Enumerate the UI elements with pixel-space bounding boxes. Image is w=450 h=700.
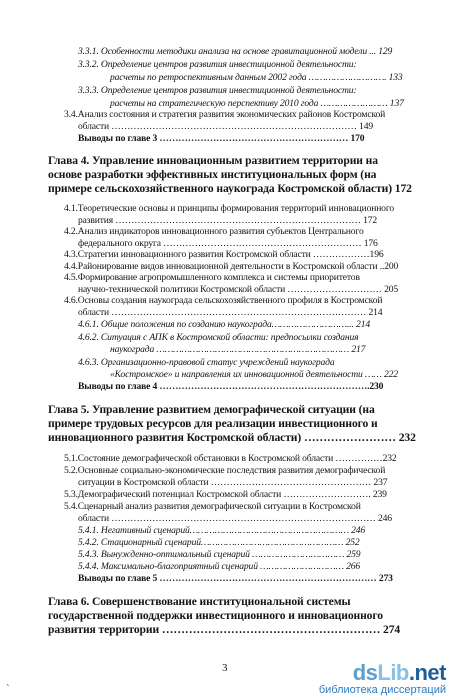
chapter-4-title-line-3: примере сельскохозяйственного наукограда Костромской области) 172 xyxy=(48,182,412,195)
toc-entry-5-4-1: 5.4.1. Негативный сценарий………………………………………………… 246 xyxy=(78,525,366,536)
toc-entry-3-4-cont: области …………………………………………………………………… 149 xyxy=(78,121,373,132)
toc-entry-5-2-cont: ситуации в Костромской области …………………………………………… 237 xyxy=(78,477,388,488)
toc-entry-5-4: 5.4.Сценарный анализ развития демографической ситуации в Костромской xyxy=(64,501,361,512)
toc-entry-3-3-3-cont: расчеты на стратегическую перспективу 2010 года …………………… 137 xyxy=(110,98,404,109)
toc-entry-4-5-cont: научно-технической политики Костромской области ………………………… 205 xyxy=(78,284,399,295)
toc-entry-3-3-1: 3.3.1. Особенности методики анализа на основе гравитационной модели ... 129 xyxy=(78,46,393,57)
watermark-subtitle: библиотека диссертаций xyxy=(318,684,446,696)
toc-entry-4-6-2: 4.6.2. Ситуация с АПК в Костромской области: предпосылки создания xyxy=(78,332,359,343)
toc-entry-4-5: 4.5.Формирование агропромышленного комплекса и системы приоритетов xyxy=(64,272,360,283)
chapter-5-title-line-3: инновационного развития Костромской области) …………………… 232 xyxy=(48,431,416,444)
page-number: 3 xyxy=(222,662,228,674)
toc-entry-5-4-cont: области ………………………………………………………………………… 246 xyxy=(78,513,392,524)
chapter-5-title-line-2: примере трудовых ресурсов для реализации инвестиционного и xyxy=(48,417,378,430)
toc-entry-3-4: 3.4.Анализ состояния и стратегия развития экономических районов Костромской xyxy=(64,109,386,120)
toc-entry-4-2: 4.2.Анализ индикаторов инновационного развития субъектов Центрального xyxy=(64,226,364,237)
toc-entry-5-4-2: 5.4.2. Стационарный сценарий…………………………………………… 252 xyxy=(78,537,360,548)
toc-entry-5-4-3: 5.4.3. Вынужденно-оптимальный сценарий …………………………… 259 xyxy=(78,549,361,560)
toc-entry-4-2-cont: федерального округа ……………………………………………………… 176 xyxy=(78,238,378,249)
toc-entry-4-1-cont: развития …………………………………………………………………… 172 xyxy=(78,215,378,226)
toc-entry-4-1: 4.1.Теоретические основы и принципы формирования территорий инновационного xyxy=(64,203,395,214)
toc-entry-4-6-3-cont: «Костромское» и направления их инновационной деятельности …… 222 xyxy=(110,369,398,380)
toc-entry-4-6-3: 4.6.3. Организационно-правовой статус учреждений наукограда xyxy=(78,357,335,368)
toc-conclusions-5: Выводы по главе 5 …………………………………………………………… 273 xyxy=(78,573,393,584)
chapter-6-title-line-2: государственной поддержки инвестиционного и инновационного xyxy=(48,609,383,622)
toc-entry-4-6-cont: области ……………………………………………………………………… 214 xyxy=(78,307,383,318)
toc-entry-5-2: 5.2.Основные социально-экономические последствия развития демографической xyxy=(64,465,386,476)
toc-entry-4-6: 4.6.Основы создания наукограда сельскохозяйственного профиля в Костромской xyxy=(64,295,383,306)
toc-entry-3-3-2-cont: расчеты по ретроспективным данным 2002 года ………………………. 133 xyxy=(110,72,403,83)
toc-entry-5-4-4: 5.4.4. Максимально-благоприятный сценарий ………………………… 266 xyxy=(78,561,361,572)
chapter-4-title-line-1: Глава 4. Управление инновационным развитием территории на xyxy=(48,154,378,167)
toc-entry-3-3-2: 3.3.2. Определение центров развития инвестиционной деятельности: xyxy=(78,59,357,70)
chapter-4-title-line-2: основе разработки эффективных институциональных форм (на xyxy=(48,168,377,181)
watermark-logo: dsLib.net xyxy=(352,660,446,685)
toc-entry-4-4: 4.4.Районирование видов инновационной деятельности в Костромской области ..200 xyxy=(64,261,399,272)
chapter-5-title-line-1: Глава 5. Управление развитием демографической ситуации (на xyxy=(48,403,375,416)
toc-conclusions-3: Выводы по главе 3 …………………………………………………… 170 xyxy=(78,133,365,144)
toc-entry-4-6-2-cont: наукограда …………………………………………………………… 217 xyxy=(110,344,366,355)
toc-entry-4-3: 4.3.Стратегии инновационного развития Костромской области ………………196 xyxy=(64,249,384,260)
margin-mark: ` xyxy=(6,683,10,695)
toc-entry-3-3-3: 3.3.3. Определение центров развития инвестиционной деятельности: xyxy=(78,85,357,96)
chapter-6-title-line-1: Глава 6. Совершенствование институциональной системы xyxy=(48,595,351,608)
toc-entry-5-3: 5.3.Демографический потенциал Костромской области ………………………. 239 xyxy=(64,489,387,500)
toc-entry-4-6-1: 4.6.1. Общие положения по созданию наукограда………………………... 214 xyxy=(78,319,370,330)
chapter-6-title-line-3: развития территории ………………………………………………… 274 xyxy=(48,623,401,636)
watermark xyxy=(319,662,446,696)
toc-entry-5-1: 5.1.Состояние демографической обстановки в Костромской области ……………232 xyxy=(64,453,397,464)
toc-conclusions-4: Выводы по главе 4 ………………………………………………………….230 xyxy=(78,381,384,392)
